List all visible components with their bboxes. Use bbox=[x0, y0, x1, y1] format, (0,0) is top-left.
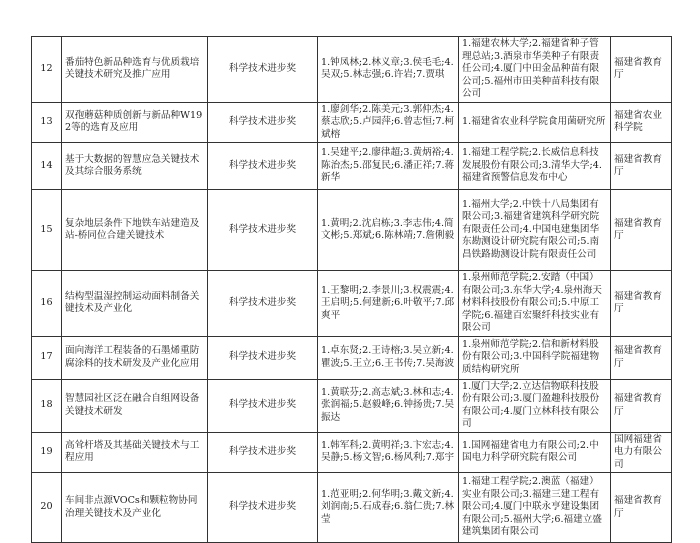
main-contributors: 1.王黎明;2.李景川;3.权震震;4.王启明;5.何建新;6.叶敬平;7.邱爽平 bbox=[318, 271, 459, 337]
completing-units: 1.福建工程学院;2.澳蓝（福建）实业有限公司;3.福建三建工程有限公司;4.厦门中联永亨建设集团有限公司;5.福州大学;6.福建立盛建筑集团有限公司 bbox=[459, 473, 611, 543]
awards-table bbox=[31, 36, 672, 543]
main-contributors: 1.黄明;2.沈启栋;3.李志伟;4.简文彬;5.郑斌;6.陈林靖;7.詹俐毅 bbox=[318, 190, 459, 271]
project-name: 结构型温湿控制运动面料制备关键技术及产业化 bbox=[62, 271, 208, 337]
completing-units: 1.泉州师范学院;2.安踏（中国）有限公司;3.东华大学;4.泉州海天材料科技股份有限公司;5.中原工学院;6.福建百宏聚纤科技实业有限公司 bbox=[459, 271, 611, 337]
completing-units: 1.厦门大学;2.立达信物联科技股份有限公司;3.厦门盈趣科技股份有限公司;4.厦门立林科技有限公司 bbox=[459, 379, 611, 432]
completing-units: 1.国网福建省电力有限公司;2.中国电力科学研究院有限公司 bbox=[459, 432, 611, 473]
nominating-unit: 福建省教育厅 bbox=[611, 271, 672, 337]
row-number: 12 bbox=[32, 37, 62, 103]
nominating-unit: 福建省教育厅 bbox=[611, 379, 672, 432]
row-number: 20 bbox=[32, 473, 62, 543]
project-name: 面向海洋工程装备的石墨烯重防腐涂料的技术研发及产业化应用 bbox=[62, 336, 208, 379]
award-category: 科学技术进步奖 bbox=[208, 143, 318, 190]
completing-units: 1.福州大学;2.中铁十八局集团有限公司;3.福建省建筑科学研究院有限责任公司;4.中国电建集团华东勘测设计研究院有限公司;5.南昌铁路勘测设计院有限责任公司 bbox=[459, 190, 611, 271]
main-contributors: 1.钟凤林;2.林义章;3.侯毛毛;4.吴双;5.林志强;6.许岩;7.贾琪 bbox=[318, 37, 459, 103]
completing-units: 1.福建省农业科学院食用菌研究所 bbox=[459, 102, 611, 143]
completing-units: 1.泉州师范学院;2.信和新材料股份有限公司;3.中国科学院福建物质结构研究所 bbox=[459, 336, 611, 379]
table-row bbox=[32, 271, 672, 337]
main-contributors: 1.范亚明;2.何华明;3.戴文新;4.刘润南;5.石成春;6.翁仁贵;7.林莹 bbox=[318, 473, 459, 543]
row-number: 19 bbox=[32, 432, 62, 473]
row-number: 14 bbox=[32, 143, 62, 190]
award-category: 科学技术进步奖 bbox=[208, 190, 318, 271]
completing-units: 1.福建农林大学;2.福建省种子管理总站;3.酒泉市华美种子有限责任公司;4.厦门中田金品种苗有限公司;5.福州市田美种苗科技有限公司 bbox=[459, 37, 611, 103]
table-row bbox=[32, 336, 672, 379]
project-name: 基于大数据的智慧应急关键技术及其综合服务系统 bbox=[62, 143, 208, 190]
nominating-unit: 国网福建省电力有限公司 bbox=[611, 432, 672, 473]
award-category: 科学技术进步奖 bbox=[208, 102, 318, 143]
main-contributors: 1.吴建平;2.廖律超;3.黄炳裕;4.陈治杰;5.邵复民;6.潘正祥;7.蒋新华 bbox=[318, 143, 459, 190]
table-row bbox=[32, 379, 672, 432]
main-contributors: 1.卓东贤;2.王诗榕;3.吴立新;4.瞿波;5.王立;6.王书传;7.吴海波 bbox=[318, 336, 459, 379]
table-row bbox=[32, 190, 672, 271]
row-number: 13 bbox=[32, 102, 62, 143]
nominating-unit: 福建省教育厅 bbox=[611, 190, 672, 271]
project-name: 番茄特色新品种选育与优质栽培关键技术研究及推广应用 bbox=[62, 37, 208, 103]
project-name: 智慧园社区泛在融合自组网设备关键技术研发 bbox=[62, 379, 208, 432]
table-row bbox=[32, 473, 672, 543]
award-category: 科学技术进步奖 bbox=[208, 37, 318, 103]
completing-units: 1.福建工程学院;2.长威信息科技发展股份有限公司;3.清华大学;4.福建省预警信息发布中心 bbox=[459, 143, 611, 190]
nominating-unit: 福建省农业科学院 bbox=[611, 102, 672, 143]
table-row bbox=[32, 37, 672, 103]
award-category: 科学技术进步奖 bbox=[208, 379, 318, 432]
row-number: 18 bbox=[32, 379, 62, 432]
main-contributors: 1.廖剑华;2.陈美元;3.郭仲杰;4.蔡志欣;5.卢园萍;6.曾志恒;7.柯斌榕 bbox=[318, 102, 459, 143]
table-row bbox=[32, 143, 672, 190]
row-number: 16 bbox=[32, 271, 62, 337]
table-row bbox=[32, 102, 672, 143]
nominating-unit: 福建省教育厅 bbox=[611, 473, 672, 543]
main-contributors: 1.黄联芬;2.高志斌;3.林和志;4.张润福;5.赵毅峰;6.钟扬贵;7.吴振达 bbox=[318, 379, 459, 432]
nominating-unit: 福建省教育厅 bbox=[611, 37, 672, 103]
project-name: 双孢蘑菇种质创新与新品种W192等的选育及应用 bbox=[62, 102, 208, 143]
nominating-unit: 福建省教育厅 bbox=[611, 336, 672, 379]
project-name: 复杂地层条件下地铁车站建造及站-桥同位合建关键技术 bbox=[62, 190, 208, 271]
award-category: 科学技术进步奖 bbox=[208, 432, 318, 473]
nominating-unit: 福建省教育厅 bbox=[611, 143, 672, 190]
row-number: 17 bbox=[32, 336, 62, 379]
row-number: 15 bbox=[32, 190, 62, 271]
main-contributors: 1.韩军科;2.黄明祥;3.卞宏志;4.吴静;5.杨文智;6.杨风利;7.郑宇 bbox=[318, 432, 459, 473]
award-category: 科学技术进步奖 bbox=[208, 336, 318, 379]
project-name: 高耸杆塔及其基础关键技术与工程应用 bbox=[62, 432, 208, 473]
award-category: 科学技术进步奖 bbox=[208, 271, 318, 337]
table-row bbox=[32, 432, 672, 473]
project-name: 车间非点源VOCs和颗粒物协同治理关键技术及产业化 bbox=[62, 473, 208, 543]
award-category: 科学技术进步奖 bbox=[208, 473, 318, 543]
